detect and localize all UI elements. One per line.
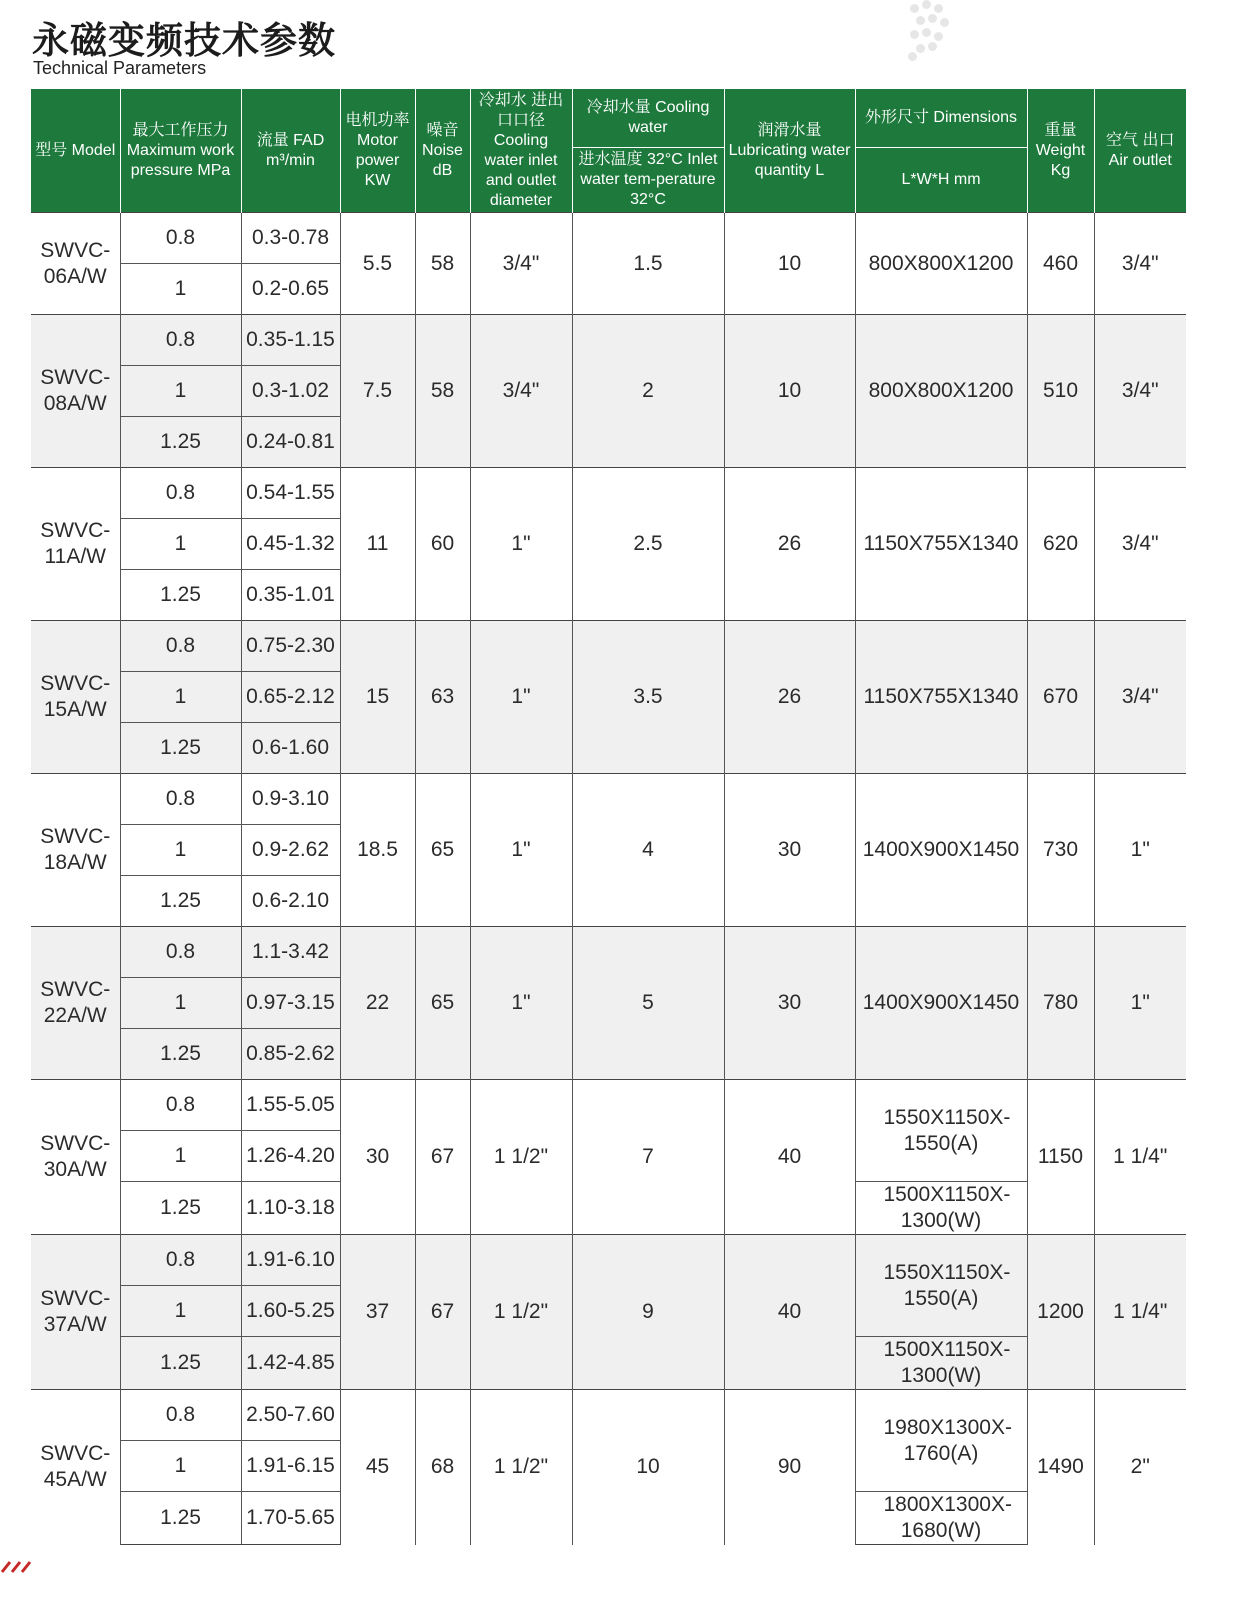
decorative-dots: [908, 0, 958, 62]
pressure-cell: 1.25: [120, 417, 241, 468]
flow-cell: 2.50-7.60: [241, 1390, 340, 1441]
cooling-quantity-cell: 3.5: [572, 621, 724, 774]
weight-cell: 510: [1027, 315, 1094, 468]
flow-cell: 1.55-5.05: [241, 1080, 340, 1131]
pressure-cell: 0.8: [120, 1390, 241, 1441]
cooling-quantity-cell: 4: [572, 774, 724, 927]
flow-cell: 0.54-1.55: [241, 468, 340, 519]
noise-cell: 65: [415, 927, 470, 1080]
power-cell: 18.5: [340, 774, 415, 927]
cooling-diameter-cell: 1": [470, 927, 572, 1080]
model-group: [31, 315, 1186, 468]
header-flow: 流量 FAD m³/min: [241, 89, 340, 213]
pressure-cell: 1: [120, 672, 241, 723]
cooling-quantity-cell: 10: [572, 1390, 724, 1545]
weight-cell: 1490: [1027, 1390, 1094, 1545]
cooling-quantity-cell: 1.5: [572, 213, 724, 315]
header-lubricating: 润滑水量 Lubricating water quantity L: [724, 89, 855, 213]
cooling-quantity-cell: 2.5: [572, 468, 724, 621]
model-cell: SWVC-30A/W: [31, 1080, 120, 1235]
lubricating-cell: 26: [724, 621, 855, 774]
pressure-cell: 1.25: [120, 1182, 241, 1235]
cooling-diameter-cell: 1 1/2": [470, 1235, 572, 1390]
pressure-cell: 1: [120, 1131, 241, 1182]
pressure-cell: 0.8: [120, 774, 241, 825]
flow-cell: 1.60-5.25: [241, 1286, 340, 1337]
flow-cell: 0.6-1.60: [241, 723, 340, 774]
page-title: 永磁变频技术参数: [32, 19, 336, 62]
flow-cell: 0.35-1.01: [241, 570, 340, 621]
table-row: [31, 315, 1186, 366]
pressure-cell: 1: [120, 1441, 241, 1492]
weight-cell: 1150: [1027, 1080, 1094, 1235]
header-dimensions: 外形尺寸 Dimensions: [855, 89, 1027, 148]
page-subtitle: Technical Parameters: [33, 58, 207, 78]
flow-cell: 0.6-2.10: [241, 876, 340, 927]
pressure-cell: 0.8: [120, 315, 241, 366]
header-cooling-diameter: 冷却水 进出口口径 Cooling water inlet and outlet diameter: [470, 89, 572, 213]
model-group: [31, 213, 1186, 315]
dimensions-cell: 1150X755X1340: [855, 621, 1027, 774]
pressure-cell: 1.25: [120, 1492, 241, 1545]
model-cell: SWVC-45A/W: [31, 1390, 120, 1545]
table-row: [31, 213, 1186, 264]
pressure-cell: 0.8: [120, 468, 241, 519]
lubricating-cell: 30: [724, 927, 855, 1080]
pressure-cell: 1: [120, 264, 241, 315]
flow-cell: 0.97-3.15: [241, 978, 340, 1029]
flow-cell: 0.2-0.65: [241, 264, 340, 315]
model-group: [31, 927, 1186, 1080]
flow-cell: 0.9-3.10: [241, 774, 340, 825]
dimensions-cell: 800X800X1200: [855, 213, 1027, 315]
flow-cell: 0.35-1.15: [241, 315, 340, 366]
cooling-diameter-cell: 3/4": [470, 213, 572, 315]
cooling-quantity-cell: 2: [572, 315, 724, 468]
cooling-diameter-cell: 1": [470, 621, 572, 774]
table-row: [31, 1080, 1186, 1131]
technical-parameters-table: [31, 89, 1186, 1545]
flow-cell: 1.42-4.85: [241, 1337, 340, 1390]
flow-cell: 1.10-3.18: [241, 1182, 340, 1235]
lubricating-cell: 10: [724, 213, 855, 315]
pressure-cell: 1: [120, 519, 241, 570]
header-cooling-quantity: 冷却水量 Cooling water: [572, 89, 724, 148]
noise-cell: 58: [415, 315, 470, 468]
air-outlet-cell: 1": [1094, 774, 1186, 927]
table-row: [31, 621, 1186, 672]
flow-cell: 1.70-5.65: [241, 1492, 340, 1545]
dimensions-cell: 1500X1150X-1300(W): [855, 1182, 1027, 1235]
air-outlet-cell: 3/4": [1094, 315, 1186, 468]
pressure-cell: 1: [120, 1286, 241, 1337]
table-row: [31, 1390, 1186, 1441]
flow-cell: 0.85-2.62: [241, 1029, 340, 1080]
lubricating-cell: 90: [724, 1390, 855, 1545]
weight-cell: 1200: [1027, 1235, 1094, 1390]
power-cell: 37: [340, 1235, 415, 1390]
model-group: [31, 468, 1186, 621]
table-row: [31, 468, 1186, 519]
pressure-cell: 1.25: [120, 723, 241, 774]
noise-cell: 67: [415, 1235, 470, 1390]
model-cell: SWVC-15A/W: [31, 621, 120, 774]
noise-cell: 63: [415, 621, 470, 774]
dimensions-cell: 1980X1300X-1760(A): [855, 1390, 1027, 1492]
flow-cell: 0.65-2.12: [241, 672, 340, 723]
table-row: [31, 774, 1186, 825]
pressure-cell: 0.8: [120, 1080, 241, 1131]
cooling-diameter-cell: 1": [470, 468, 572, 621]
model-cell: SWVC-22A/W: [31, 927, 120, 1080]
lubricating-cell: 40: [724, 1235, 855, 1390]
power-cell: 30: [340, 1080, 415, 1235]
model-group: [31, 1390, 1186, 1545]
dimensions-cell: 1550X1150X-1550(A): [855, 1235, 1027, 1337]
model-group: [31, 774, 1186, 927]
power-cell: 45: [340, 1390, 415, 1545]
power-cell: 5.5: [340, 213, 415, 315]
cooling-diameter-cell: 1 1/2": [470, 1080, 572, 1235]
noise-cell: 65: [415, 774, 470, 927]
air-outlet-cell: 3/4": [1094, 468, 1186, 621]
dimensions-cell: 1500X1150X-1300(W): [855, 1337, 1027, 1390]
dimensions-cell: 800X800X1200: [855, 315, 1027, 468]
air-outlet-cell: 3/4": [1094, 621, 1186, 774]
dimensions-cell: 1400X900X1450: [855, 927, 1027, 1080]
flow-cell: 1.91-6.10: [241, 1235, 340, 1286]
model-cell: SWVC-18A/W: [31, 774, 120, 927]
cooling-diameter-cell: 3/4": [470, 315, 572, 468]
flow-cell: 0.24-0.81: [241, 417, 340, 468]
noise-cell: 67: [415, 1080, 470, 1235]
flow-cell: 0.45-1.32: [241, 519, 340, 570]
model-cell: SWVC-11A/W: [31, 468, 120, 621]
pressure-cell: 1.25: [120, 1029, 241, 1080]
header-inlet-temp: 进水温度 32°C Inlet water tem-perature 32°C: [572, 148, 724, 213]
model-cell: SWVC-37A/W: [31, 1235, 120, 1390]
air-outlet-cell: 1 1/4": [1094, 1235, 1186, 1390]
lubricating-cell: 30: [724, 774, 855, 927]
pressure-cell: 0.8: [120, 621, 241, 672]
weight-cell: 670: [1027, 621, 1094, 774]
noise-cell: 60: [415, 468, 470, 621]
noise-cell: 58: [415, 213, 470, 315]
pressure-cell: 1: [120, 366, 241, 417]
weight-cell: 460: [1027, 213, 1094, 315]
weight-cell: 730: [1027, 774, 1094, 927]
flow-cell: 0.3-0.78: [241, 213, 340, 264]
model-group: [31, 621, 1186, 774]
pressure-cell: 0.8: [120, 927, 241, 978]
header-weight: 重量 Weight Kg: [1027, 89, 1094, 213]
header-lwh: L*W*H mm: [855, 148, 1027, 213]
lubricating-cell: 10: [724, 315, 855, 468]
cooling-quantity-cell: 9: [572, 1235, 724, 1390]
weight-cell: 780: [1027, 927, 1094, 1080]
weight-cell: 620: [1027, 468, 1094, 621]
cooling-diameter-cell: 1 1/2": [470, 1390, 572, 1545]
flow-cell: 0.3-1.02: [241, 366, 340, 417]
air-outlet-cell: 2": [1094, 1390, 1186, 1545]
power-cell: 11: [340, 468, 415, 621]
pressure-cell: 1: [120, 978, 241, 1029]
power-cell: 15: [340, 621, 415, 774]
pressure-cell: 1.25: [120, 876, 241, 927]
power-cell: 22: [340, 927, 415, 1080]
pressure-cell: 1.25: [120, 570, 241, 621]
model-group: [31, 1080, 1186, 1235]
lubricating-cell: 40: [724, 1080, 855, 1235]
air-outlet-cell: 1 1/4": [1094, 1080, 1186, 1235]
cooling-diameter-cell: 1": [470, 774, 572, 927]
header-pressure: 最大工作压力 Maximum work pressure MPa: [120, 89, 241, 213]
dimensions-cell: 1800X1300X-1680(W): [855, 1492, 1027, 1545]
header-model: 型号 Model: [31, 89, 120, 213]
dimensions-cell: 1400X900X1450: [855, 774, 1027, 927]
pressure-cell: 1.25: [120, 1337, 241, 1390]
dimensions-cell: 1150X755X1340: [855, 468, 1027, 621]
model-cell: SWVC-06A/W: [31, 213, 120, 315]
noise-cell: 68: [415, 1390, 470, 1545]
cooling-quantity-cell: 5: [572, 927, 724, 1080]
model-group: [31, 1235, 1186, 1390]
table-row: [31, 927, 1186, 978]
flow-cell: 0.75-2.30: [241, 621, 340, 672]
header-power: 电机功率 Motor power KW: [340, 89, 415, 213]
flow-cell: 1.91-6.15: [241, 1441, 340, 1492]
header-noise: 噪音 Noise dB: [415, 89, 470, 213]
air-outlet-cell: 1": [1094, 927, 1186, 1080]
flow-cell: 1.1-3.42: [241, 927, 340, 978]
lubricating-cell: 26: [724, 468, 855, 621]
flow-cell: 1.26-4.20: [241, 1131, 340, 1182]
flow-cell: 0.9-2.62: [241, 825, 340, 876]
stripe-decoration: [0, 1560, 70, 1600]
power-cell: 7.5: [340, 315, 415, 468]
table-row: [31, 1235, 1186, 1286]
pressure-cell: 1: [120, 825, 241, 876]
header-air-outlet: 空气 出口 Air outlet: [1094, 89, 1186, 213]
dimensions-cell: 1550X1150X-1550(A): [855, 1080, 1027, 1182]
air-outlet-cell: 3/4": [1094, 213, 1186, 315]
pressure-cell: 0.8: [120, 1235, 241, 1286]
model-cell: SWVC-08A/W: [31, 315, 120, 468]
cooling-quantity-cell: 7: [572, 1080, 724, 1235]
pressure-cell: 0.8: [120, 213, 241, 264]
